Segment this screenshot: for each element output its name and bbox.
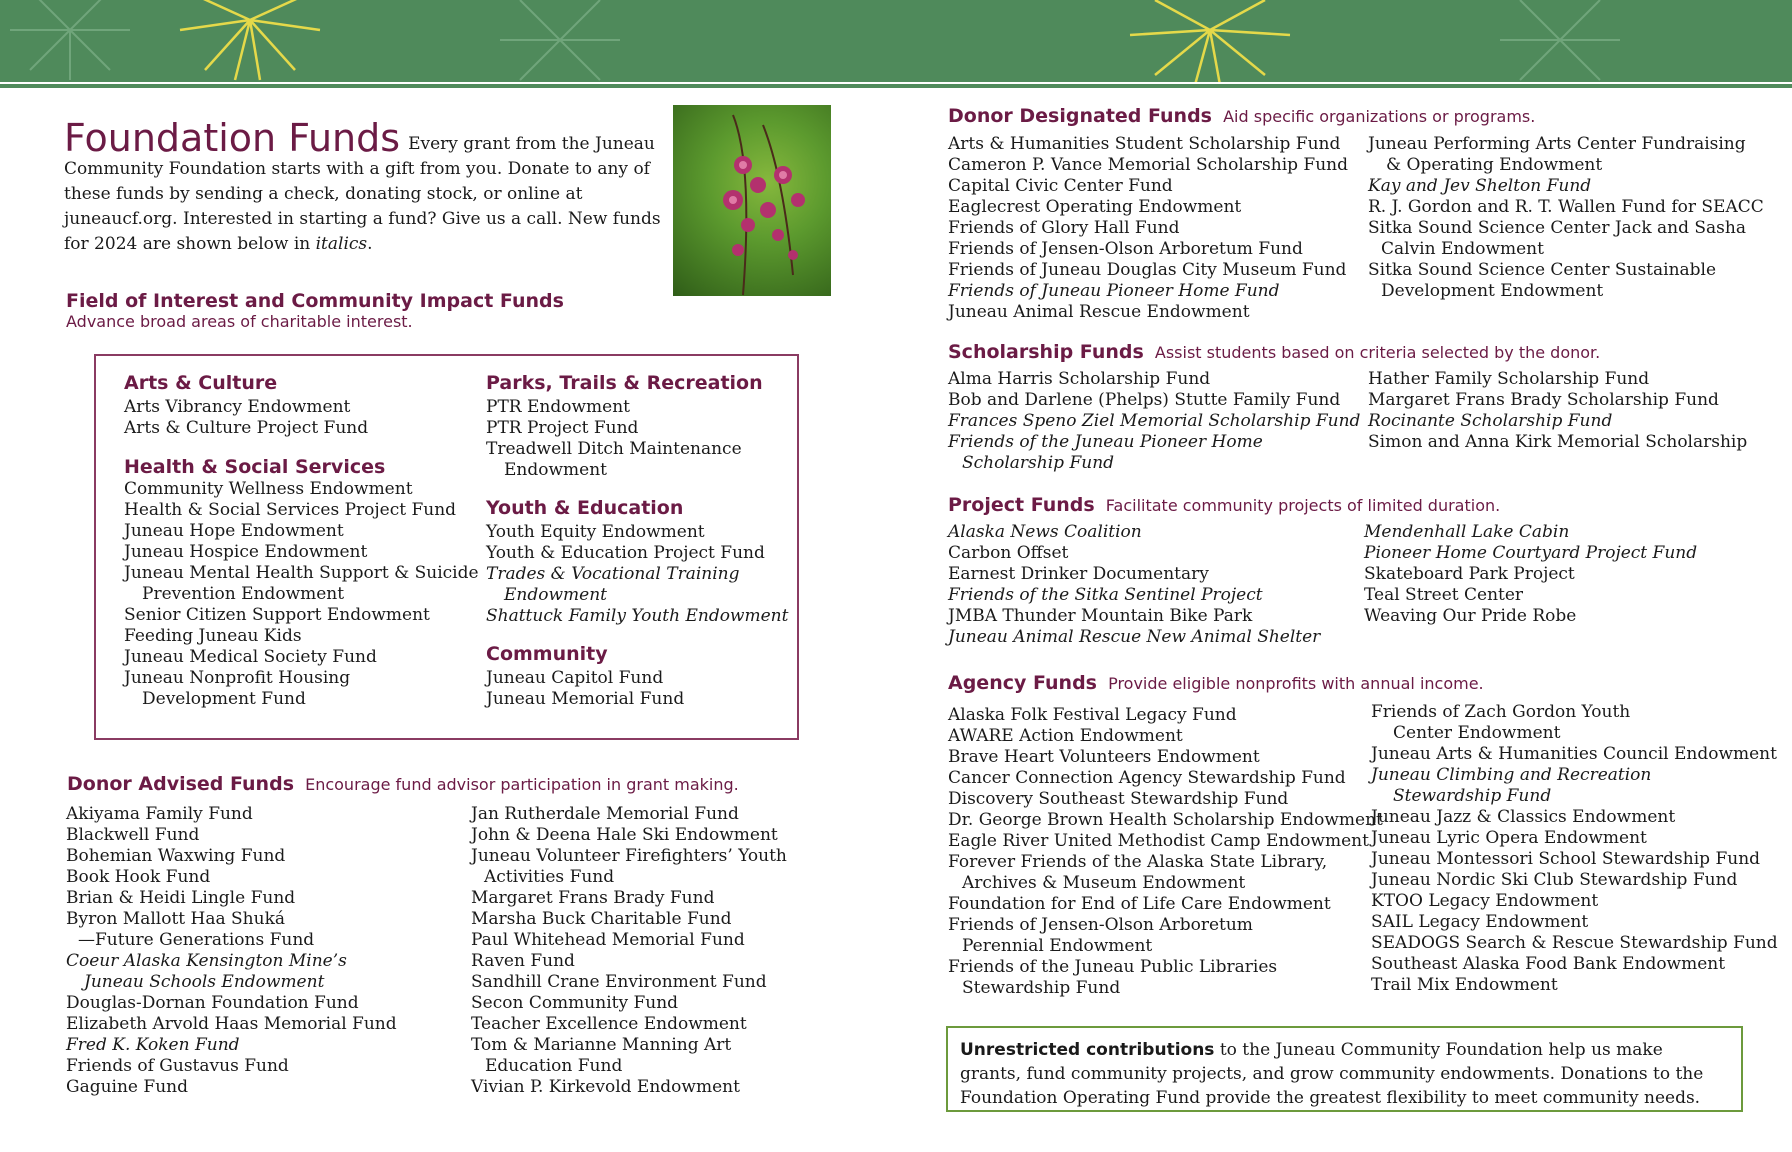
list-item: Brian & Heidi Lingle Fund [66,888,296,908]
list-item: Alaska Folk Festival Legacy Fund [948,705,1237,725]
list-item: Carbon Offset [948,543,1069,563]
list-item: Trail Mix Endowment [1371,975,1558,995]
list-item: R. J. Gordon and R. T. Wallen Fund for SEACC [1368,197,1764,217]
list-item: Teal Street Center [1364,585,1524,605]
list-item: Tom & Marianne Manning Art [471,1035,732,1055]
list-item: Sitka Sound Science Center Jack and Sasha [1368,218,1746,238]
intro-italic: italics [315,234,368,254]
list-item: Archives & Museum Endowment [962,873,1246,893]
list-item: Byron Mallott Haa Shuká [66,909,286,929]
list-item: Juneau Capitol Fund [486,668,664,688]
list-item: Treadwell Ditch Maintenance [486,439,742,459]
list-item: Friends of Zach Gordon Youth [1371,702,1631,722]
list-item: Book Hook Fund [66,867,211,887]
list-item: Skateboard Park Project [1364,564,1575,584]
foi-left-column [124,372,479,710]
list-item: SAIL Legacy Endowment [1371,912,1589,932]
firework-decoration [0,0,1792,82]
list-item: Southeast Alaska Food Bank Endowment [1371,954,1726,974]
list-item: Hather Family Scholarship Fund [1368,369,1650,389]
list-item: Perennial Endowment [962,936,1153,956]
list-item: Alaska News Coalition [948,522,1142,542]
community-heading: Community [486,643,608,665]
list-item: Juneau Climbing and Recreation [1371,765,1652,785]
list-item: & Operating Endowment [1386,155,1603,175]
foi-heading: Field of Interest and Community Impact Funds [66,290,564,312]
list-item: Bob and Darlene (Phelps) Stutte Family Fund [948,390,1341,410]
agency-col2 [1371,702,1778,996]
list-item: Prevention Endowment [142,584,345,604]
header-banner [0,0,1792,82]
agency-header [948,672,1484,694]
list-item: Trades & Vocational Training [486,564,740,584]
list-item: Endowment [504,460,607,480]
unrestricted-bold: Unrestricted contributions [960,1040,1215,1060]
donor-advised-col1 [66,804,397,1098]
list-item: Community Wellness Endowment [124,479,413,499]
list-item: PTR Project Fund [486,418,639,438]
list-item: Center Endowment [1393,723,1561,743]
list-item: Frances Speno Ziel Memorial Scholarship Fund [948,411,1361,431]
list-item: Sitka Sound Science Center Sustainable [1368,260,1717,280]
list-item: Capital Civic Center Fund [948,176,1173,196]
list-item: Juneau Hospice Endowment [124,542,368,562]
list-item: Weaving Our Pride Robe [1364,606,1577,626]
project-col2 [1364,522,1697,627]
list-item: John & Deena Hale Ski Endowment [471,825,778,845]
list-item: Juneau Schools Endowment [84,972,325,992]
agency-subheading: Provide eligible nonprofits with annual income. [1108,674,1484,693]
agency-col1 [948,705,1383,999]
intro-text: Every grant from the Juneau Community Foundation starts with a gift from you. Donate to any of these funds by sending a check, donating stock, or online at juneaucf.org. Interested in starting a fund? Give us a call. New funds for 2024 are shown below in [64,134,661,254]
list-item: Margaret Frans Brady Fund [471,888,715,908]
list-item: JMBA Thunder Mountain Bike Park [948,606,1253,626]
list-item: AWARE Action Endowment [948,726,1183,746]
list-item: Akiyama Family Fund [66,804,253,824]
list-item: Dr. George Brown Health Scholarship Endowment [948,810,1383,830]
list-item: Paul Whitehead Memorial Fund [471,930,745,950]
list-item: Youth & Education Project Fund [486,543,765,563]
list-item: Vivian P. Kirkevold Endowment [471,1077,740,1097]
list-item: Pioneer Home Courtyard Project Fund [1364,543,1698,563]
agency-heading: Agency Funds [948,672,1097,694]
list-item: Senior Citizen Support Endowment [124,605,430,625]
donor-advised-col2 [471,804,787,1098]
list-item: Foundation for End of Life Care Endowment [948,894,1331,914]
list-item: Development Endowment [1381,281,1604,301]
list-item: Arts & Humanities Student Scholarship Fund [948,134,1341,154]
health-social-heading: Health & Social Services [124,456,386,478]
list-item: Alma Harris Scholarship Fund [948,369,1211,389]
list-item: Coeur Alaska Kensington Mine’s [66,951,347,971]
donor-advised-heading: Donor Advised Funds [67,773,294,795]
project-col1 [948,522,1320,648]
list-item: Juneau Arts & Humanities Council Endowment [1371,744,1777,764]
list-item: Endowment [504,585,607,605]
list-item: Education Fund [485,1056,623,1076]
list-item: SEADOGS Search & Rescue Stewardship Fund [1371,933,1778,953]
list-item: Juneau Medical Society Fund [124,647,377,667]
scholarship-col2 [1368,369,1747,453]
list-item: Friends of Juneau Douglas City Museum Fund [948,260,1347,280]
parks-heading: Parks, Trails & Recreation [486,372,763,394]
list-item: Rocinante Scholarship Fund [1368,411,1613,431]
list-item: Stewardship Fund [1393,786,1552,806]
unrestricted-box [946,1026,1743,1112]
youth-heading: Youth & Education [486,497,684,519]
list-item: Raven Fund [471,951,575,971]
donor-designated-subheading: Aid specific organizations or programs. [1223,107,1536,126]
list-item: Fred K. Koken Fund [66,1035,240,1055]
list-item: Mendenhall Lake Cabin [1364,522,1570,542]
list-item: Friends of the Juneau Public Libraries [948,957,1278,977]
list-item: Discovery Southeast Stewardship Fund [948,789,1289,809]
list-item: Friends of the Juneau Pioneer Home [948,432,1263,452]
list-item: Juneau Memorial Fund [486,689,685,709]
project-subheading: Facilitate community projects of limited duration. [1105,496,1501,515]
list-item: Juneau Nonprofit Housing [124,668,351,688]
list-item: Juneau Montessori School Stewardship Fund [1371,849,1761,869]
list-item: Marsha Buck Charitable Fund [471,909,732,929]
list-item: Juneau Jazz & Classics Endowment [1371,807,1676,827]
donor-advised-header [67,773,739,795]
list-item: Stewardship Fund [962,978,1121,998]
scholarship-heading: Scholarship Funds [948,341,1144,363]
list-item: Juneau Hope Endowment [124,521,344,541]
list-item: Cancer Connection Agency Stewardship Fund [948,768,1346,788]
list-item: Gaguine Fund [66,1077,188,1097]
list-item: Juneau Animal Rescue Endowment [948,302,1250,322]
list-item: Juneau Volunteer Firefighters’ Youth [471,846,787,866]
list-item: Feeding Juneau Kids [124,626,302,646]
project-heading: Project Funds [948,494,1095,516]
flower-illustration [673,105,831,296]
list-item: Elizabeth Arvold Haas Memorial Fund [66,1014,397,1034]
list-item: Teacher Excellence Endowment [471,1014,747,1034]
list-item: Forever Friends of the Alaska State Library, [948,852,1328,872]
donor-advised-subheading: Encourage fund advisor participation in grant making. [305,775,739,794]
list-item: Juneau Nordic Ski Club Stewardship Fund [1371,870,1738,890]
donor-designated-col1 [948,134,1348,323]
list-item: Scholarship Fund [962,453,1115,473]
list-item: Youth Equity Endowment [486,522,705,542]
list-item: Juneau Mental Health Support & Suicide [124,563,479,583]
list-item: Arts Vibrancy Endowment [124,397,351,417]
list-item: Juneau Animal Rescue New Animal Shelter [948,627,1321,647]
donor-designated-col2 [1368,134,1764,302]
list-item: Juneau Performing Arts Center Fundraising [1368,134,1746,154]
list-item: Cameron P. Vance Memorial Scholarship Fund [948,155,1349,175]
list-item: Douglas-Dornan Foundation Fund [66,993,359,1013]
list-item: Secon Community Fund [471,993,679,1013]
list-item: Friends of Gustavus Fund [66,1056,289,1076]
arts-culture-heading: Arts & Culture [124,372,278,394]
list-item: Eaglecrest Operating Endowment [948,197,1242,217]
list-item: Friends of Jensen-Olson Arboretum [948,915,1253,935]
list-item: Simon and Anna Kirk Memorial Scholarship [1368,432,1748,452]
list-item: Eagle River United Methodist Camp Endowment [948,831,1369,851]
list-item: Health & Social Services Project Fund [124,500,457,520]
list-item: Calvin Endowment [1381,239,1544,259]
list-item: Arts & Culture Project Fund [124,418,369,438]
list-item: Friends of Glory Hall Fund [948,218,1180,238]
scholarship-subheading: Assist students based on criteria selected by the donor. [1154,343,1601,362]
project-header [948,494,1500,516]
scholarship-header [948,341,1600,363]
list-item: Earnest Drinker Documentary [948,564,1209,584]
list-item: Friends of Jensen-Olson Arboretum Fund [948,239,1303,259]
list-item: Blackwell Fund [66,825,200,845]
page-title: Foundation Funds [64,116,401,160]
list-item: Juneau Lyric Opera Endowment [1371,828,1647,848]
donor-designated-header [948,105,1535,127]
list-item: Brave Heart Volunteers Endowment [948,747,1260,767]
list-item: Friends of Juneau Pioneer Home Fund [948,281,1280,301]
scholarship-col1 [948,369,1360,474]
flower-photo [673,105,831,296]
list-item: Friends of the Sitka Sentinel Project [948,585,1263,605]
list-item: Margaret Frans Brady Scholarship Fund [1368,390,1719,410]
list-item: PTR Endowment [486,397,630,417]
list-item: Bohemian Waxwing Fund [66,846,286,866]
intro-block [64,116,664,257]
list-item: Development Fund [142,689,306,709]
donor-designated-heading: Donor Designated Funds [948,105,1212,127]
list-item: Sandhill Crane Environment Fund [471,972,767,992]
banner-rule [0,84,1792,88]
list-item: Jan Rutherdale Memorial Fund [471,804,739,824]
list-item: Shattuck Family Youth Endowment [486,606,789,626]
list-item: Kay and Jev Shelton Fund [1368,176,1592,196]
foi-subheading: Advance broad areas of charitable interest. [66,312,413,331]
foi-right-column [486,372,788,710]
list-item: KTOO Legacy Endowment [1371,891,1599,911]
list-item: Activities Fund [484,867,615,887]
unrestricted-text: to the Juneau Community Foundation help us make grants, fund community projects, and grow community endowments. Donations to the Foundation Operating Fund provide the greatest flexibility to meet community needs. [960,1040,1704,1108]
list-item: —Future Generations Fund [78,930,315,950]
intro-end: . [367,234,373,254]
